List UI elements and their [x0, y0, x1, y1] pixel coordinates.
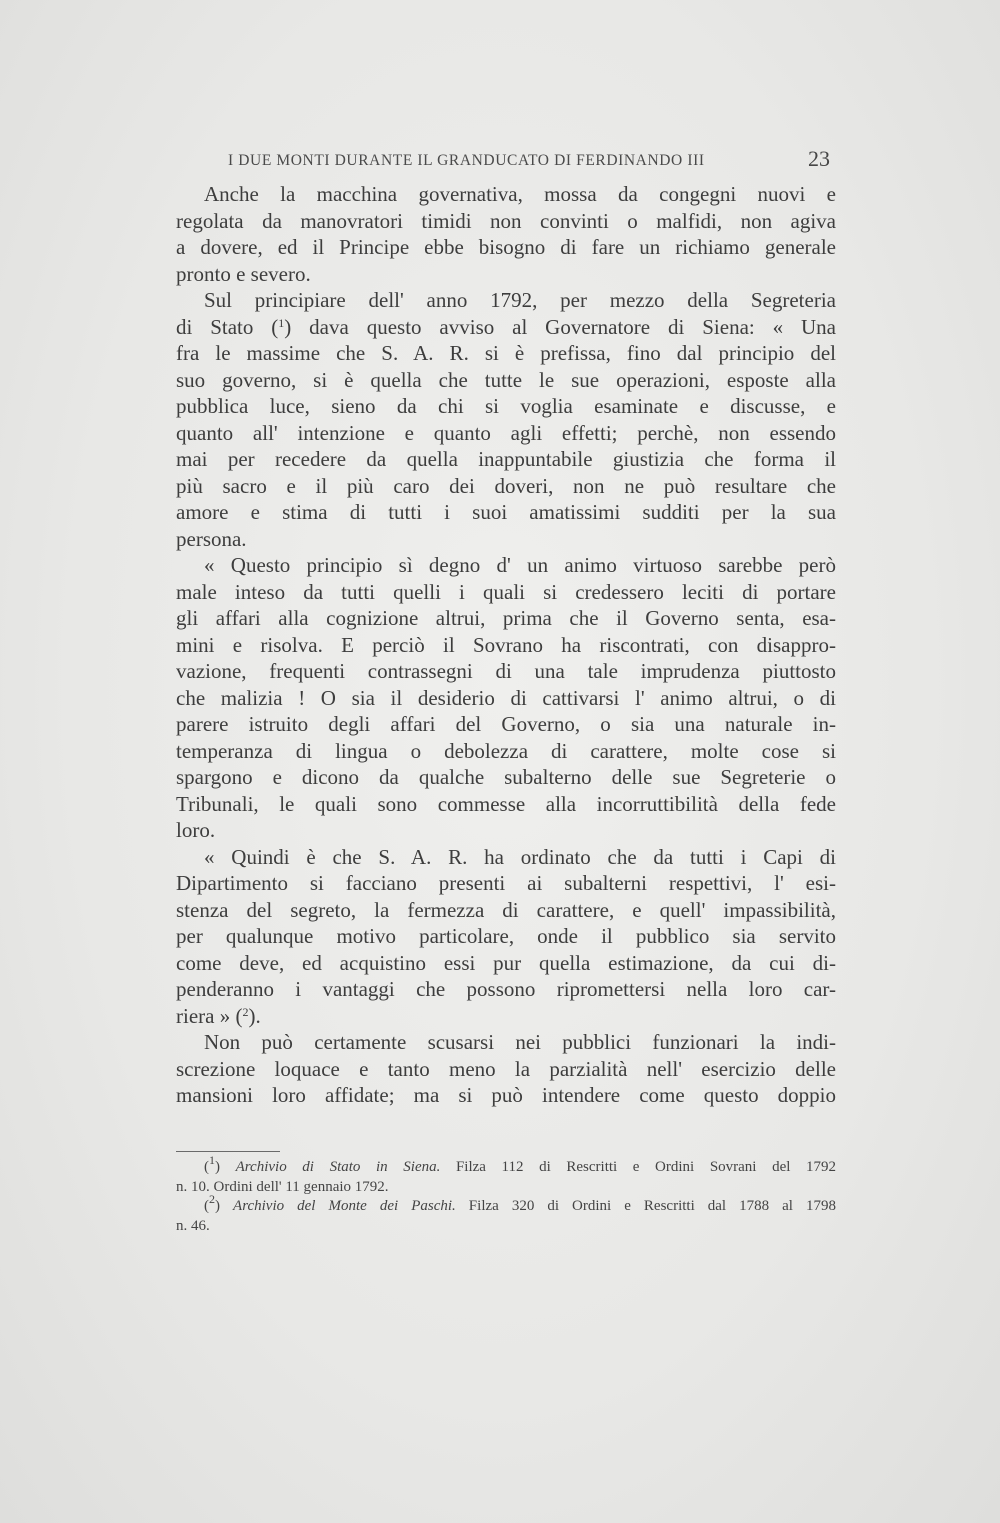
text-line: quanto all' intenzione e quanto agli effetti; perchè, non essendo [176, 420, 836, 445]
footnote-source: Archivio del Monte dei Paschi. [233, 1198, 456, 1214]
text-line: Non può certamente scusarsi nei pubblici funzionari la indi- [204, 1030, 836, 1054]
text-line: Tribunali, le quali sono commesse alla incorruttibilità della fede [176, 791, 836, 816]
footnote-ref-1: 1 [278, 315, 285, 330]
text-line: a dovere, ed il Principe ebbe bisogno di fare un richiamo generale [176, 235, 836, 259]
text-line: loro. [176, 818, 216, 842]
text-line: Sul principiare dell' anno 1792, per mezzo della Segreteria [204, 288, 836, 312]
text-line: penderanno i vantaggi che possono ripromettersi nella loro car- [176, 977, 836, 1001]
text-line: vazione, frequenti contrassegni di una tale imprudenza piuttosto [176, 659, 836, 683]
text-line: amore e stima di tutti i suoi amatissimi sudditi per la sua [176, 500, 836, 524]
text-line: male inteso da tutti quelli i quali si credessero leciti di portare [176, 579, 836, 604]
page-number: 23 [808, 146, 830, 171]
footnote-2: ($^2$) Archivio del Monte dei Paschi. Filza 320 di Ordini e Rescritti dal 1788 al 1798 [204, 1192, 836, 1214]
text-line: stenza del segreto, la fermezza di carattere, e quell' impassibilità, [176, 897, 836, 922]
footnote-divider [176, 1151, 280, 1152]
text-line: fra le massime che S. A. R. si è prefissa, fino dal principio del [176, 341, 836, 365]
text-line: gli affari alla cognizione altrui, prima che il Governo senta, esa- [176, 606, 836, 630]
text-line: suo governo, si è quella che tutte le sue operazioni, esposte alla [176, 367, 836, 392]
text-line: « Quindi è che S. A. R. ha ordinato che da tutti i Capi di [204, 844, 836, 869]
line-segment: riera » ( [176, 1003, 243, 1028]
footnote-ref-2: 2 [242, 1004, 249, 1019]
text-line: come deve, ed acquistino essi pur quella estimazione, da cui di- [176, 950, 836, 975]
text-line: screzione loquace e tanto meno la parzialità nell' esercizio delle [176, 1056, 836, 1081]
text-line: pronto e severo. [176, 261, 311, 286]
text-line: « Questo principio sì degno d' un animo virtuoso sarebbe però [204, 553, 836, 577]
text-line: persona. [176, 526, 247, 551]
text-line: Anche la macchina governativa, mossa da congegni nuovi e [204, 182, 836, 206]
text-line: per qualunque motivo particolare, onde il pubblico sia servito [176, 924, 836, 948]
footnote-text: Filza 112 di Rescritti e Ordini Sovrani del 1792 [440, 1159, 837, 1175]
text-line: temperanza di lingua o debolezza di carattere, molte cose si [176, 738, 836, 763]
line-segment: ). [248, 1003, 261, 1028]
footnote-mark: 2 [209, 1192, 215, 1206]
text-line: che malizia ! O sia il desiderio di cattivarsi l' animo altrui, o di [176, 685, 836, 710]
footnote-source: Archivio di Stato in Siena. [235, 1159, 441, 1175]
footnotes [176, 1153, 837, 1236]
text-line [176, 1003, 836, 1030]
footnote-text: Filza 320 di Ordini e Rescritti dal 1788 al 1798 [455, 1198, 836, 1214]
text-line: spargono e dicono da qualche subalterno delle sue Segreterie o [176, 765, 836, 789]
body-text [176, 181, 836, 1109]
text-line: parere istruito degli affari del Governo, o sia una naturale in- [176, 712, 836, 736]
line-segment: di Stato ( [176, 314, 279, 339]
footnote-mark: 1 [209, 1153, 215, 1167]
running-title: I DUE MONTI DURANTE IL GRANDUCATO DI FERDINANDO III [228, 152, 705, 169]
text-line [176, 314, 836, 341]
text-line: più sacro e il più caro dei doveri, non ne può resultare che [176, 473, 836, 498]
text-line: mansioni loro affidate; ma si può intendere come questo doppio [176, 1083, 836, 1107]
running-head [176, 146, 836, 176]
line-segment: ) dava questo avviso al Governatore di Siena: « Una [284, 314, 836, 339]
footnote-1-continuation: n. 10. Ordini dell' 11 gennaio 1792. [176, 1178, 389, 1195]
text-line: mai per recedere da quella inappuntabile giustizia che forma il [176, 447, 836, 471]
text-line: pubblica luce, sieno da chi si voglia esaminate e discusse, e [176, 394, 836, 418]
text-line: Dipartimento si facciano presenti ai subalterni respettivi, l' esi- [176, 871, 836, 895]
text-line: mini e risolva. E perciò il Sovrano ha riscontrati, con disappro- [176, 632, 836, 657]
footnote-2-continuation: n. 46. [176, 1217, 210, 1234]
footnote-1: ($^1$) Archivio di Stato in Siena. Filza 112 di Rescritti e Ordini Sovrani del 1792 [204, 1153, 837, 1175]
text-line: regolata da manovratori timidi non convinti o malfidi, non agiva [176, 208, 836, 233]
